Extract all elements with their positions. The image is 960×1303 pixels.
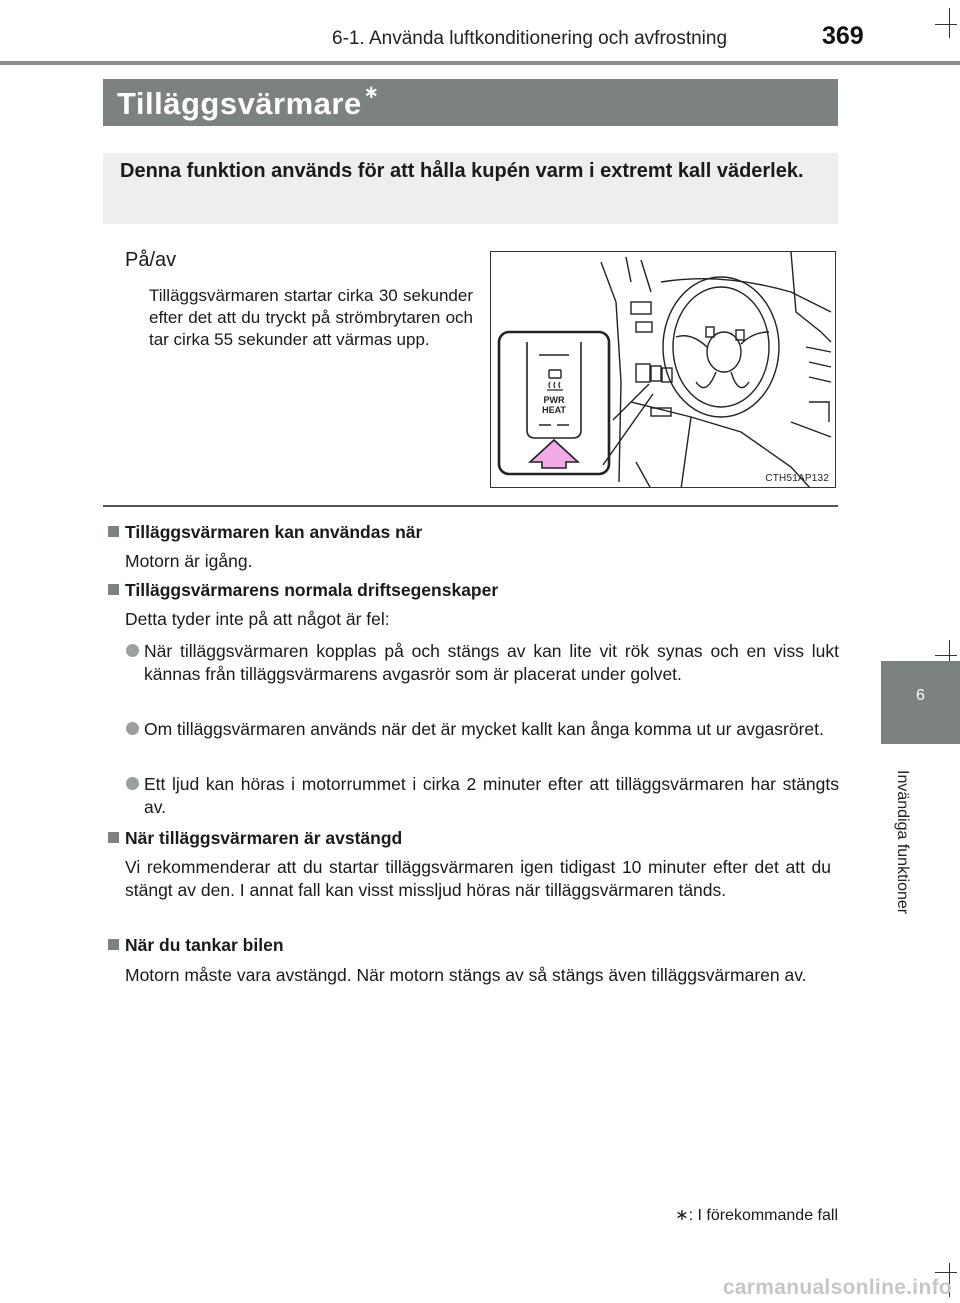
- page-title: [117, 82, 380, 122]
- section-text: Vi rekommenderar att du startar tilläggsvärmaren igen tidigast 10 minuter efter det att du stängt av den. I annat fall kan visst missljud höras när tilläggsvärmaren tänds.: [125, 857, 831, 900]
- heat-label: HEAT: [542, 405, 566, 415]
- bullet-dot-icon: [126, 722, 139, 735]
- chapter-label-text: Invändiga funktioner: [894, 770, 911, 915]
- section-heading-text: Tilläggsvärmarens normala driftsegenskaper: [125, 580, 499, 600]
- section-heading-text: Tilläggsvärmaren kan användas när: [125, 522, 423, 542]
- section-heading: [108, 935, 284, 956]
- bullet-item: [144, 640, 839, 686]
- bullet-item: [144, 718, 839, 741]
- on-off-description: Tilläggsvärmaren startar cirka 30 sekunder efter det att du tryckt på strömbrytaren och tar cirka 55 sekunder att värmas upp.: [149, 286, 473, 349]
- bullet-item: [144, 773, 839, 819]
- chapter-number: 6: [916, 687, 925, 704]
- section-text: Detta tyder inte på att något är fel:: [125, 609, 390, 629]
- intro-box: [103, 153, 838, 224]
- square-bullet-icon: [108, 584, 119, 595]
- section-text: Motorn måste vara avstängd. När motorn stängs av så stängs även tilläggsvärmaren av.: [125, 965, 807, 985]
- chapter-tab: [881, 661, 960, 744]
- on-off-title: På/av: [125, 249, 177, 271]
- page-title-text: Tilläggsvärmare: [117, 86, 362, 121]
- section-heading: [108, 828, 402, 849]
- footnote-marker: ∗: [363, 82, 380, 102]
- section-header: 6-1. Använda luftkonditionering och avfrostning: [332, 28, 728, 49]
- bullet-dot-icon: [126, 644, 139, 657]
- section-heading: [108, 580, 498, 601]
- separator: [103, 505, 838, 507]
- square-bullet-icon: [108, 526, 119, 537]
- section-heading-text: När du tankar bilen: [125, 935, 284, 955]
- bullet-text: När tilläggsvärmaren kopplas på och stängs av kan lite vit rök synas och en viss lukt kännas från tilläggsvärmarens avgasrör som är placerat under golvet.: [144, 641, 839, 684]
- illustration: [490, 251, 836, 488]
- pwr-label: PWR: [543, 395, 565, 405]
- crop-mark: [935, 655, 957, 656]
- crop-mark: [935, 1272, 957, 1273]
- section-heading: [108, 522, 422, 543]
- arrow-up-icon: [530, 440, 578, 468]
- bullet-text: Om tilläggsvärmaren används när det är mycket kallt kan ånga komma ut ur avgasröret.: [144, 719, 824, 739]
- image-code: CTH51AP132: [765, 473, 829, 484]
- bullet-dot-icon: [126, 777, 139, 790]
- square-bullet-icon: [108, 832, 119, 843]
- intro-text: Denna funktion används för att hålla kupén varm i extremt kall väderlek.: [120, 160, 804, 182]
- dashboard-illustration: [491, 252, 836, 488]
- square-bullet-icon: [108, 939, 119, 950]
- page-number: 369: [822, 22, 864, 50]
- watermark: carmanualsonline.info: [722, 1276, 952, 1299]
- section-text: Motorn är igång.: [125, 551, 253, 571]
- crop-mark: [935, 24, 957, 25]
- chapter-label: [889, 770, 915, 940]
- crop-mark: [949, 8, 950, 38]
- footnote: ∗: I förekommande fall: [675, 1207, 838, 1224]
- bullet-text: Ett ljud kan höras i motorrummet i cirka 2 minuter efter att tilläggsvärmaren har stängts av.: [144, 774, 839, 817]
- header-rule: [0, 61, 960, 65]
- section-heading-text: När tilläggsvärmaren är avstängd: [125, 828, 403, 848]
- title-bar: [103, 79, 838, 126]
